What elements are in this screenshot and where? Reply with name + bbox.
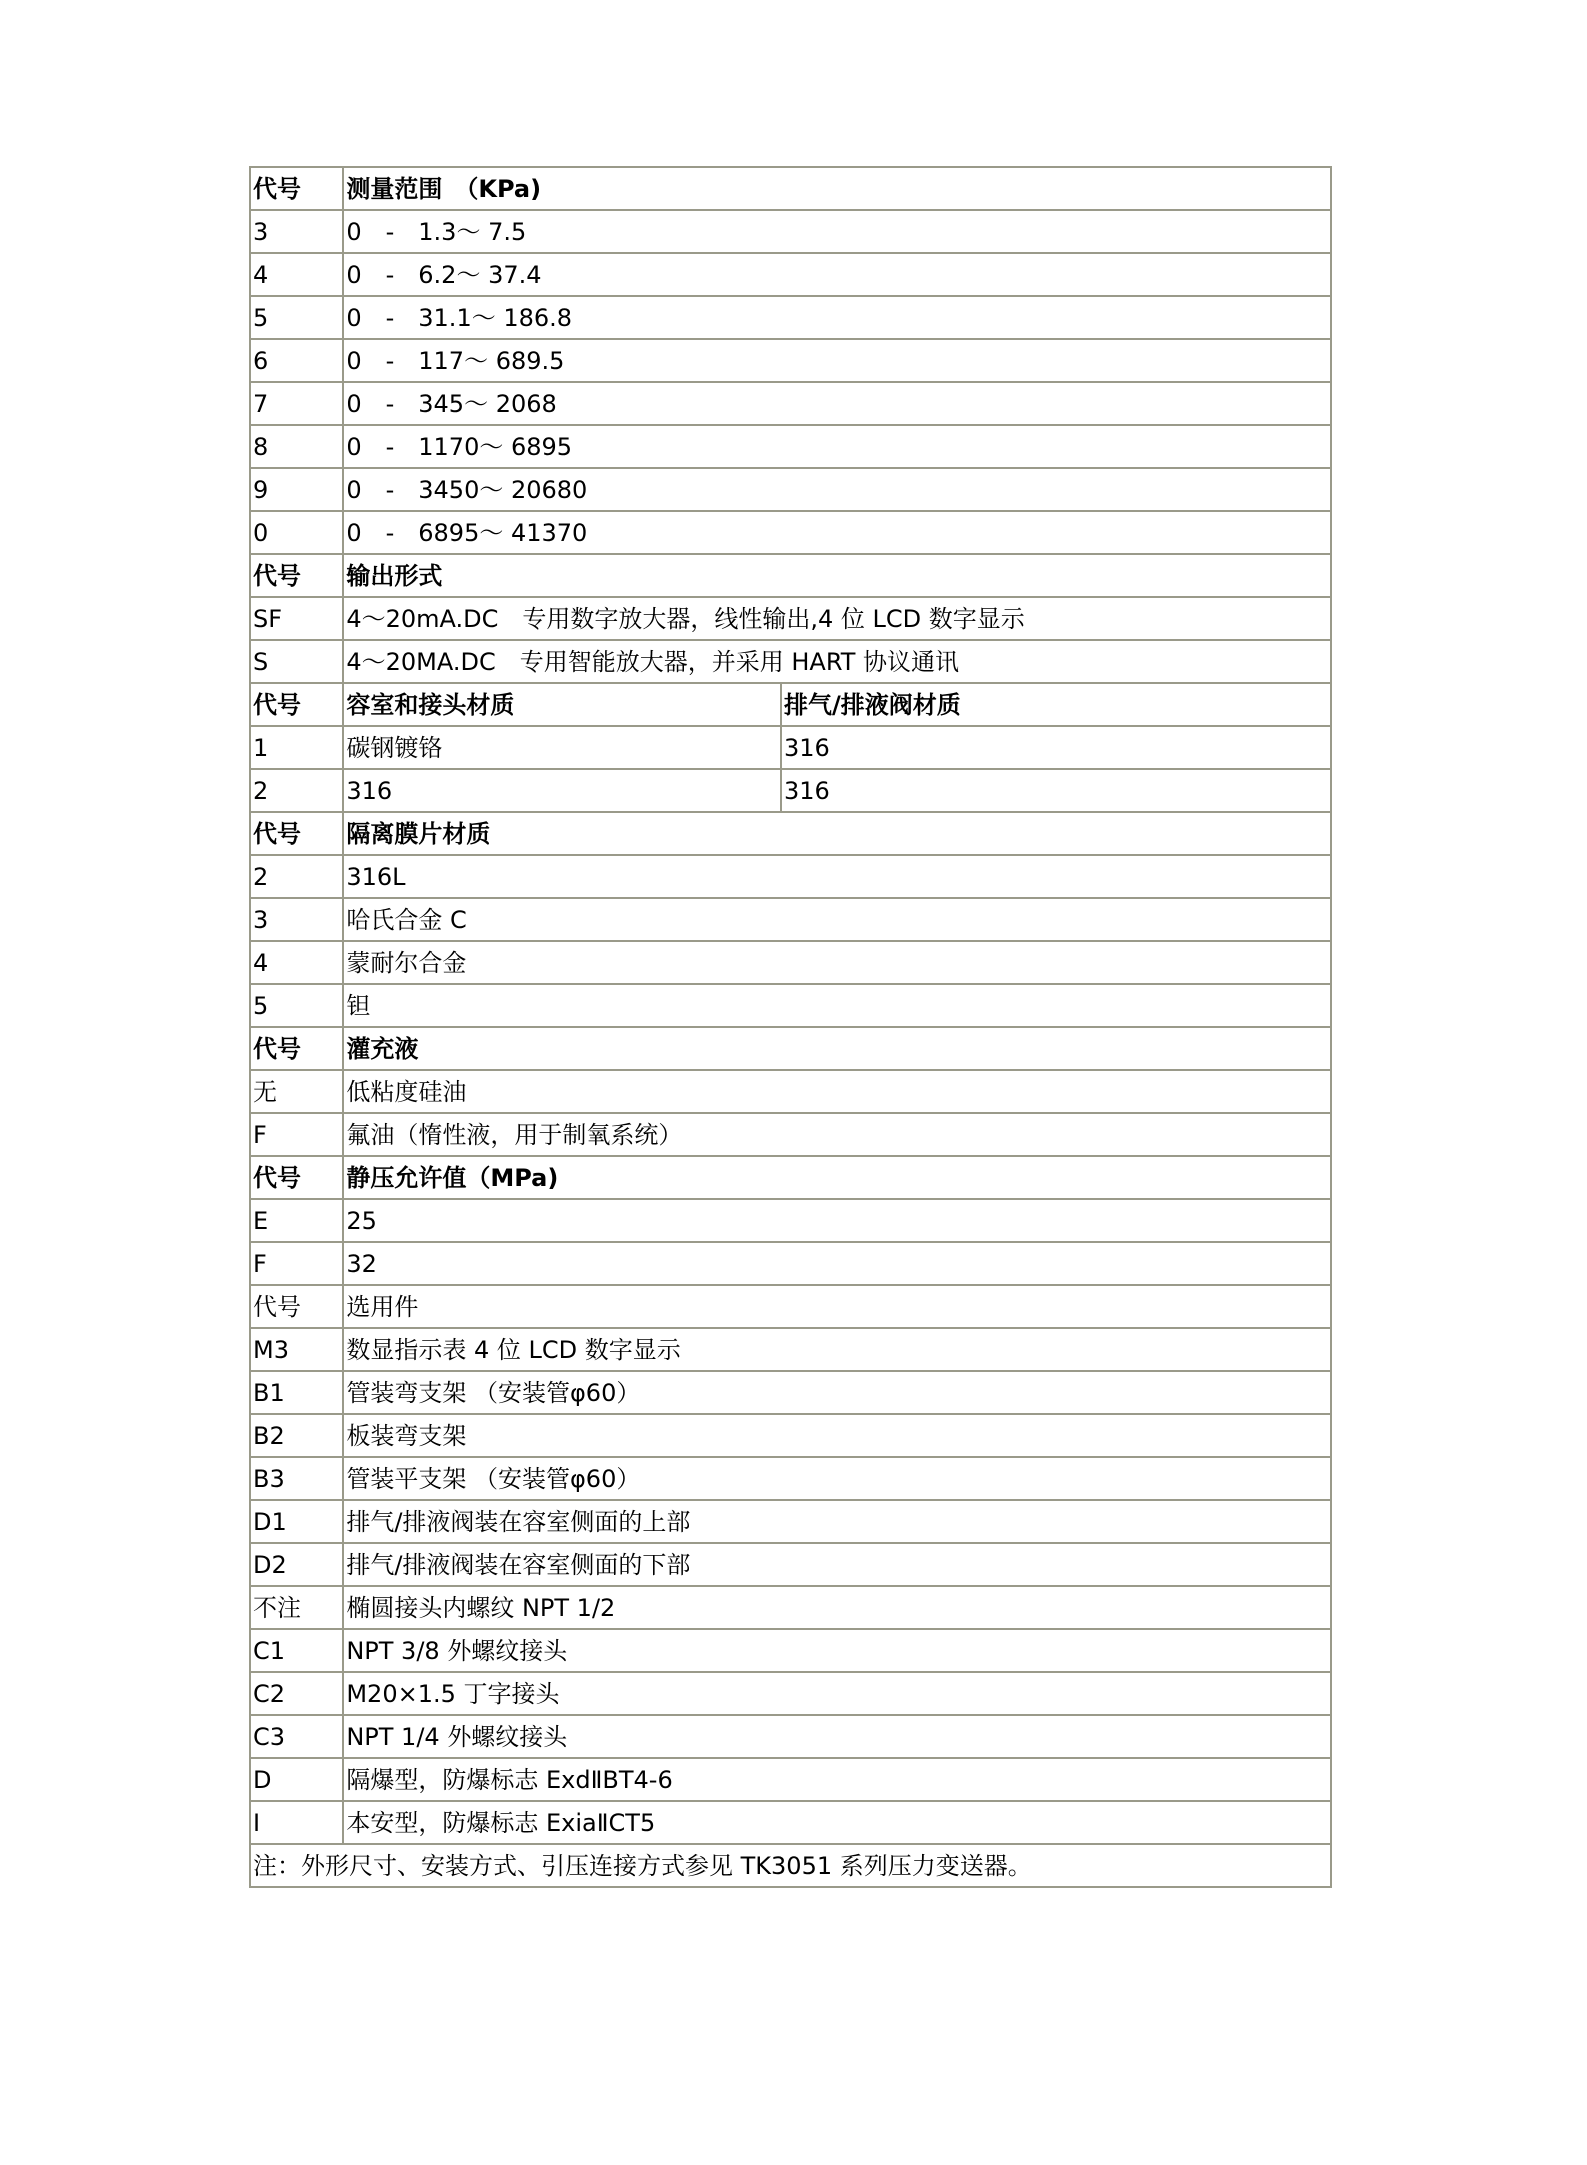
table-row — [250, 1672, 1331, 1715]
table-row — [250, 941, 1331, 984]
table-row — [250, 1199, 1331, 1242]
code-cell: C3 — [250, 1715, 343, 1758]
section-title: 静压允许值（MPa) — [343, 1156, 1331, 1199]
section-title-2: 排气/排液阀材质 — [781, 683, 1331, 726]
code-cell: 5 — [250, 984, 343, 1027]
code-cell: 5 — [250, 296, 343, 339]
code-cell: 2 — [250, 769, 343, 812]
desc-cell: 哈氏合金 C — [343, 898, 1331, 941]
code-cell: 不注 — [250, 1586, 343, 1629]
desc-cell: 管装弯支架 （安装管φ60） — [343, 1371, 1331, 1414]
desc-cell: 本安型，防爆标志 ExiaⅡCT5 — [343, 1801, 1331, 1844]
table-row — [250, 1242, 1331, 1285]
section-title: 灌充液 — [343, 1027, 1331, 1070]
code-cell: 4 — [250, 253, 343, 296]
desc-cell: 隔爆型，防爆标志 ExdⅡBT4-6 — [343, 1758, 1331, 1801]
section-title: 容室和接头材质 — [343, 683, 781, 726]
code-header: 代号 — [250, 683, 343, 726]
desc-cell: M20×1.5 丁字接头 — [343, 1672, 1331, 1715]
desc-cell: 蒙耐尔合金 — [343, 941, 1331, 984]
code-cell: F — [250, 1242, 343, 1285]
note-row — [250, 1844, 1331, 1887]
desc-cell: 排气/排液阀装在容室侧面的下部 — [343, 1543, 1331, 1586]
table-row — [250, 640, 1331, 683]
code-cell: F — [250, 1113, 343, 1156]
code-header: 代号 — [250, 1027, 343, 1070]
code-cell: S — [250, 640, 343, 683]
code-cell: D2 — [250, 1543, 343, 1586]
desc-cell: 排气/排液阀装在容室侧面的上部 — [343, 1500, 1331, 1543]
desc2-cell: 316 — [781, 769, 1331, 812]
table-row — [250, 1801, 1331, 1844]
code-cell: B3 — [250, 1457, 343, 1500]
desc-cell: 0 - 31.1～ 186.8 — [343, 296, 1331, 339]
code-cell: 无 — [250, 1070, 343, 1113]
code-cell: 4 — [250, 941, 343, 984]
spec-table — [249, 166, 1332, 1888]
desc-cell: 板装弯支架 — [343, 1414, 1331, 1457]
section-title: 输出形式 — [343, 554, 1331, 597]
code-cell: E — [250, 1199, 343, 1242]
table-row — [250, 726, 1331, 769]
code-cell: SF — [250, 597, 343, 640]
desc-cell: NPT 1/4 外螺纹接头 — [343, 1715, 1331, 1758]
code-cell: 3 — [250, 210, 343, 253]
code-cell: B2 — [250, 1414, 343, 1457]
desc-cell: 0 - 345～ 2068 — [343, 382, 1331, 425]
table-row — [250, 1070, 1331, 1113]
code-cell: I — [250, 1801, 343, 1844]
desc-cell: 管装平支架 （安装管φ60） — [343, 1457, 1331, 1500]
code-cell: D1 — [250, 1500, 343, 1543]
desc-cell: 316L — [343, 855, 1331, 898]
table-row — [250, 1414, 1331, 1457]
code-cell: B1 — [250, 1371, 343, 1414]
table-row — [250, 1371, 1331, 1414]
desc-cell: 0 - 3450～ 20680 — [343, 468, 1331, 511]
desc-cell: 25 — [343, 1199, 1331, 1242]
table-row — [250, 1113, 1331, 1156]
desc-cell: 低粘度硅油 — [343, 1070, 1331, 1113]
desc-cell: 碳钢镀铬 — [343, 726, 781, 769]
section-header-row — [250, 554, 1331, 597]
code-cell: 7 — [250, 382, 343, 425]
code-header: 代号 — [250, 167, 343, 210]
code-cell: 0 — [250, 511, 343, 554]
section-title: 测量范围 （KPa) — [343, 167, 1331, 210]
desc-cell: 选用件 — [343, 1285, 1331, 1328]
desc-cell: 316 — [343, 769, 781, 812]
section-header-row — [250, 1156, 1331, 1199]
code-cell: 9 — [250, 468, 343, 511]
table-row — [250, 984, 1331, 1027]
note-text: 注：外形尺寸、安装方式、引压连接方式参见 TK3051 系列压力变送器。 — [250, 1844, 1331, 1887]
table-row — [250, 1285, 1331, 1328]
section-title: 隔离膜片材质 — [343, 812, 1331, 855]
desc-cell: 32 — [343, 1242, 1331, 1285]
desc-cell: 氟油（惰性液，用于制氧系统） — [343, 1113, 1331, 1156]
table-row — [250, 898, 1331, 941]
table-row — [250, 1328, 1331, 1371]
section-header-row — [250, 683, 1331, 726]
code-cell: C1 — [250, 1629, 343, 1672]
table-row — [250, 511, 1331, 554]
table-row — [250, 425, 1331, 468]
table-row — [250, 1543, 1331, 1586]
table-row — [250, 1500, 1331, 1543]
desc2-cell: 316 — [781, 726, 1331, 769]
desc-cell: 0 - 6.2～ 37.4 — [343, 253, 1331, 296]
code-cell: 8 — [250, 425, 343, 468]
table-row — [250, 339, 1331, 382]
table-row — [250, 1758, 1331, 1801]
desc-cell: 数显指示表 4 位 LCD 数字显示 — [343, 1328, 1331, 1371]
code-cell: D — [250, 1758, 343, 1801]
code-cell: 3 — [250, 898, 343, 941]
desc-cell: 4～20mA.DC 专用数字放大器，线性输出,4 位 LCD 数字显示 — [343, 597, 1331, 640]
code-cell: 1 — [250, 726, 343, 769]
desc-cell: 0 - 6895～ 41370 — [343, 511, 1331, 554]
code-cell: M3 — [250, 1328, 343, 1371]
section-header-row — [250, 1027, 1331, 1070]
section-header-row — [250, 812, 1331, 855]
table-row — [250, 1715, 1331, 1758]
table-row — [250, 253, 1331, 296]
desc-cell: NPT 3/8 外螺纹接头 — [343, 1629, 1331, 1672]
code-header: 代号 — [250, 554, 343, 597]
code-header: 代号 — [250, 812, 343, 855]
code-cell: 2 — [250, 855, 343, 898]
code-cell: C2 — [250, 1672, 343, 1715]
desc-cell: 0 - 117～ 689.5 — [343, 339, 1331, 382]
desc-cell: 钽 — [343, 984, 1331, 1027]
table-row — [250, 1457, 1331, 1500]
desc-cell: 0 - 1.3～ 7.5 — [343, 210, 1331, 253]
desc-cell: 椭圆接头内螺纹 NPT 1/2 — [343, 1586, 1331, 1629]
table-row — [250, 468, 1331, 511]
spec-table-body — [250, 167, 1331, 1887]
desc-cell: 0 - 1170～ 6895 — [343, 425, 1331, 468]
table-row — [250, 855, 1331, 898]
table-row — [250, 597, 1331, 640]
code-header: 代号 — [250, 1156, 343, 1199]
section-header-row — [250, 167, 1331, 210]
table-row — [250, 769, 1331, 812]
desc-cell: 4～20MA.DC 专用智能放大器，并采用 HART 协议通讯 — [343, 640, 1331, 683]
code-cell: 代号 — [250, 1285, 343, 1328]
table-row — [250, 1629, 1331, 1672]
table-row — [250, 382, 1331, 425]
table-row — [250, 296, 1331, 339]
code-cell: 6 — [250, 339, 343, 382]
table-row — [250, 1586, 1331, 1629]
table-row — [250, 210, 1331, 253]
